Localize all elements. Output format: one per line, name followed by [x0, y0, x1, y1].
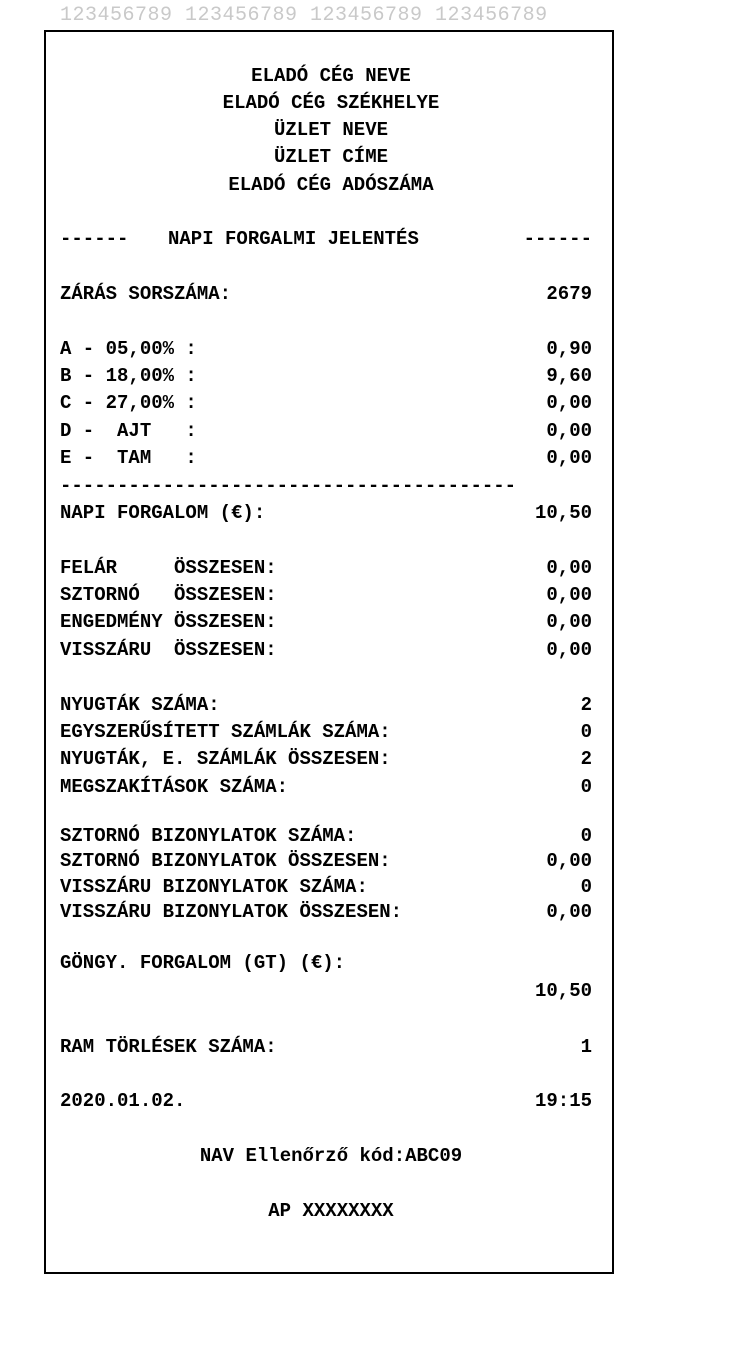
storno-row-label: SZTORNÓ BIZONYLATOK SZÁMA:: [60, 825, 357, 847]
total-row-value: 0,00: [546, 639, 592, 661]
nav-check-code: NAV Ellenőrző kód:ABC09: [199, 1145, 463, 1167]
company-name: ELADÓ CÉG NEVE: [251, 65, 411, 87]
storno-row-label: VISSZÁRU BIZONYLATOK ÖSSZESEN:: [60, 901, 403, 923]
total-row-label: FELÁR ÖSSZESEN:: [60, 557, 277, 579]
vat-row-value: 0,00: [546, 447, 592, 469]
storno-row-value: 0,00: [546, 901, 592, 923]
total-row-label: ENGEDMÉNY ÖSSZESEN:: [60, 611, 277, 633]
receipt-count-label: NYUGTÁK, E. SZÁMLÁK ÖSSZESEN:: [60, 748, 391, 770]
store-address: ÜZLET CÍME: [273, 146, 389, 168]
closing-value: 2679: [546, 283, 592, 305]
tax-number: ELADÓ CÉG ADÓSZÁMA: [228, 174, 434, 196]
storno-row-label: SZTORNÓ BIZONYLATOK ÖSSZESEN:: [60, 850, 391, 872]
closing-label: ZÁRÁS SORSZÁMA:: [60, 283, 232, 305]
grand-total-value: 10,50: [534, 980, 592, 1002]
receipt-count-value: 0: [580, 721, 592, 743]
report-title: NAPI FORGALMI JELENTÉS: [168, 228, 419, 250]
vat-row-value: 0,90: [546, 338, 592, 360]
separator-line: ----------------------------------------: [60, 475, 517, 497]
column-ruler: 123456789 123456789 123456789 123456789: [60, 4, 548, 27]
daily-turnover-label: NAPI FORGALOM (€):: [60, 502, 266, 524]
vat-row-label: B - 18,00% :: [60, 365, 197, 387]
store-name: ÜZLET NEVE: [273, 119, 389, 141]
vat-row-label: D - AJT :: [60, 420, 197, 442]
vat-row-label: C - 27,00% :: [60, 392, 197, 414]
receipt-time: 19:15: [534, 1090, 592, 1112]
receipt: [44, 30, 614, 1274]
total-row-value: 0,00: [546, 584, 592, 606]
receipt-count-label: EGYSZERŰSÍTETT SZÁMLÁK SZÁMA:: [60, 721, 391, 743]
title-left-dashes: ------: [60, 228, 129, 250]
ap-code: AP XXXXXXXX: [268, 1200, 394, 1222]
ram-clear-value: 1: [580, 1036, 592, 1058]
receipt-count-value: 0: [580, 776, 592, 798]
total-row-value: 0,00: [546, 557, 592, 579]
grand-total-label: GÖNGY. FORGALOM (GT) (€):: [60, 952, 346, 974]
receipt-count-value: 2: [580, 748, 592, 770]
vat-row-label: A - 05,00% :: [60, 338, 197, 360]
ram-clear-label: RAM TÖRLÉSEK SZÁMA:: [60, 1036, 277, 1058]
total-row-label: VISSZÁRU ÖSSZESEN:: [60, 639, 277, 661]
total-row-label: SZTORNÓ ÖSSZESEN:: [60, 584, 277, 606]
company-hq: ELADÓ CÉG SZÉKHELYE: [222, 92, 440, 114]
vat-row-value: 0,00: [546, 392, 592, 414]
storno-row-value: 0,00: [546, 850, 592, 872]
storno-row-label: VISSZÁRU BIZONYLATOK SZÁMA:: [60, 876, 368, 898]
storno-row-value: 0: [580, 876, 592, 898]
receipt-count-label: MEGSZAKÍTÁSOK SZÁMA:: [60, 776, 289, 798]
daily-turnover-value: 10,50: [534, 502, 592, 524]
vat-row-value: 0,00: [546, 420, 592, 442]
vat-row-value: 9,60: [546, 365, 592, 387]
receipt-count-label: NYUGTÁK SZÁMA:: [60, 694, 220, 716]
receipt-date: 2020.01.02.: [60, 1090, 186, 1112]
title-right-dashes: ------: [523, 228, 592, 250]
storno-row-value: 0: [580, 825, 592, 847]
total-row-value: 0,00: [546, 611, 592, 633]
vat-row-label: E - TAM :: [60, 447, 197, 469]
receipt-count-value: 2: [580, 694, 592, 716]
